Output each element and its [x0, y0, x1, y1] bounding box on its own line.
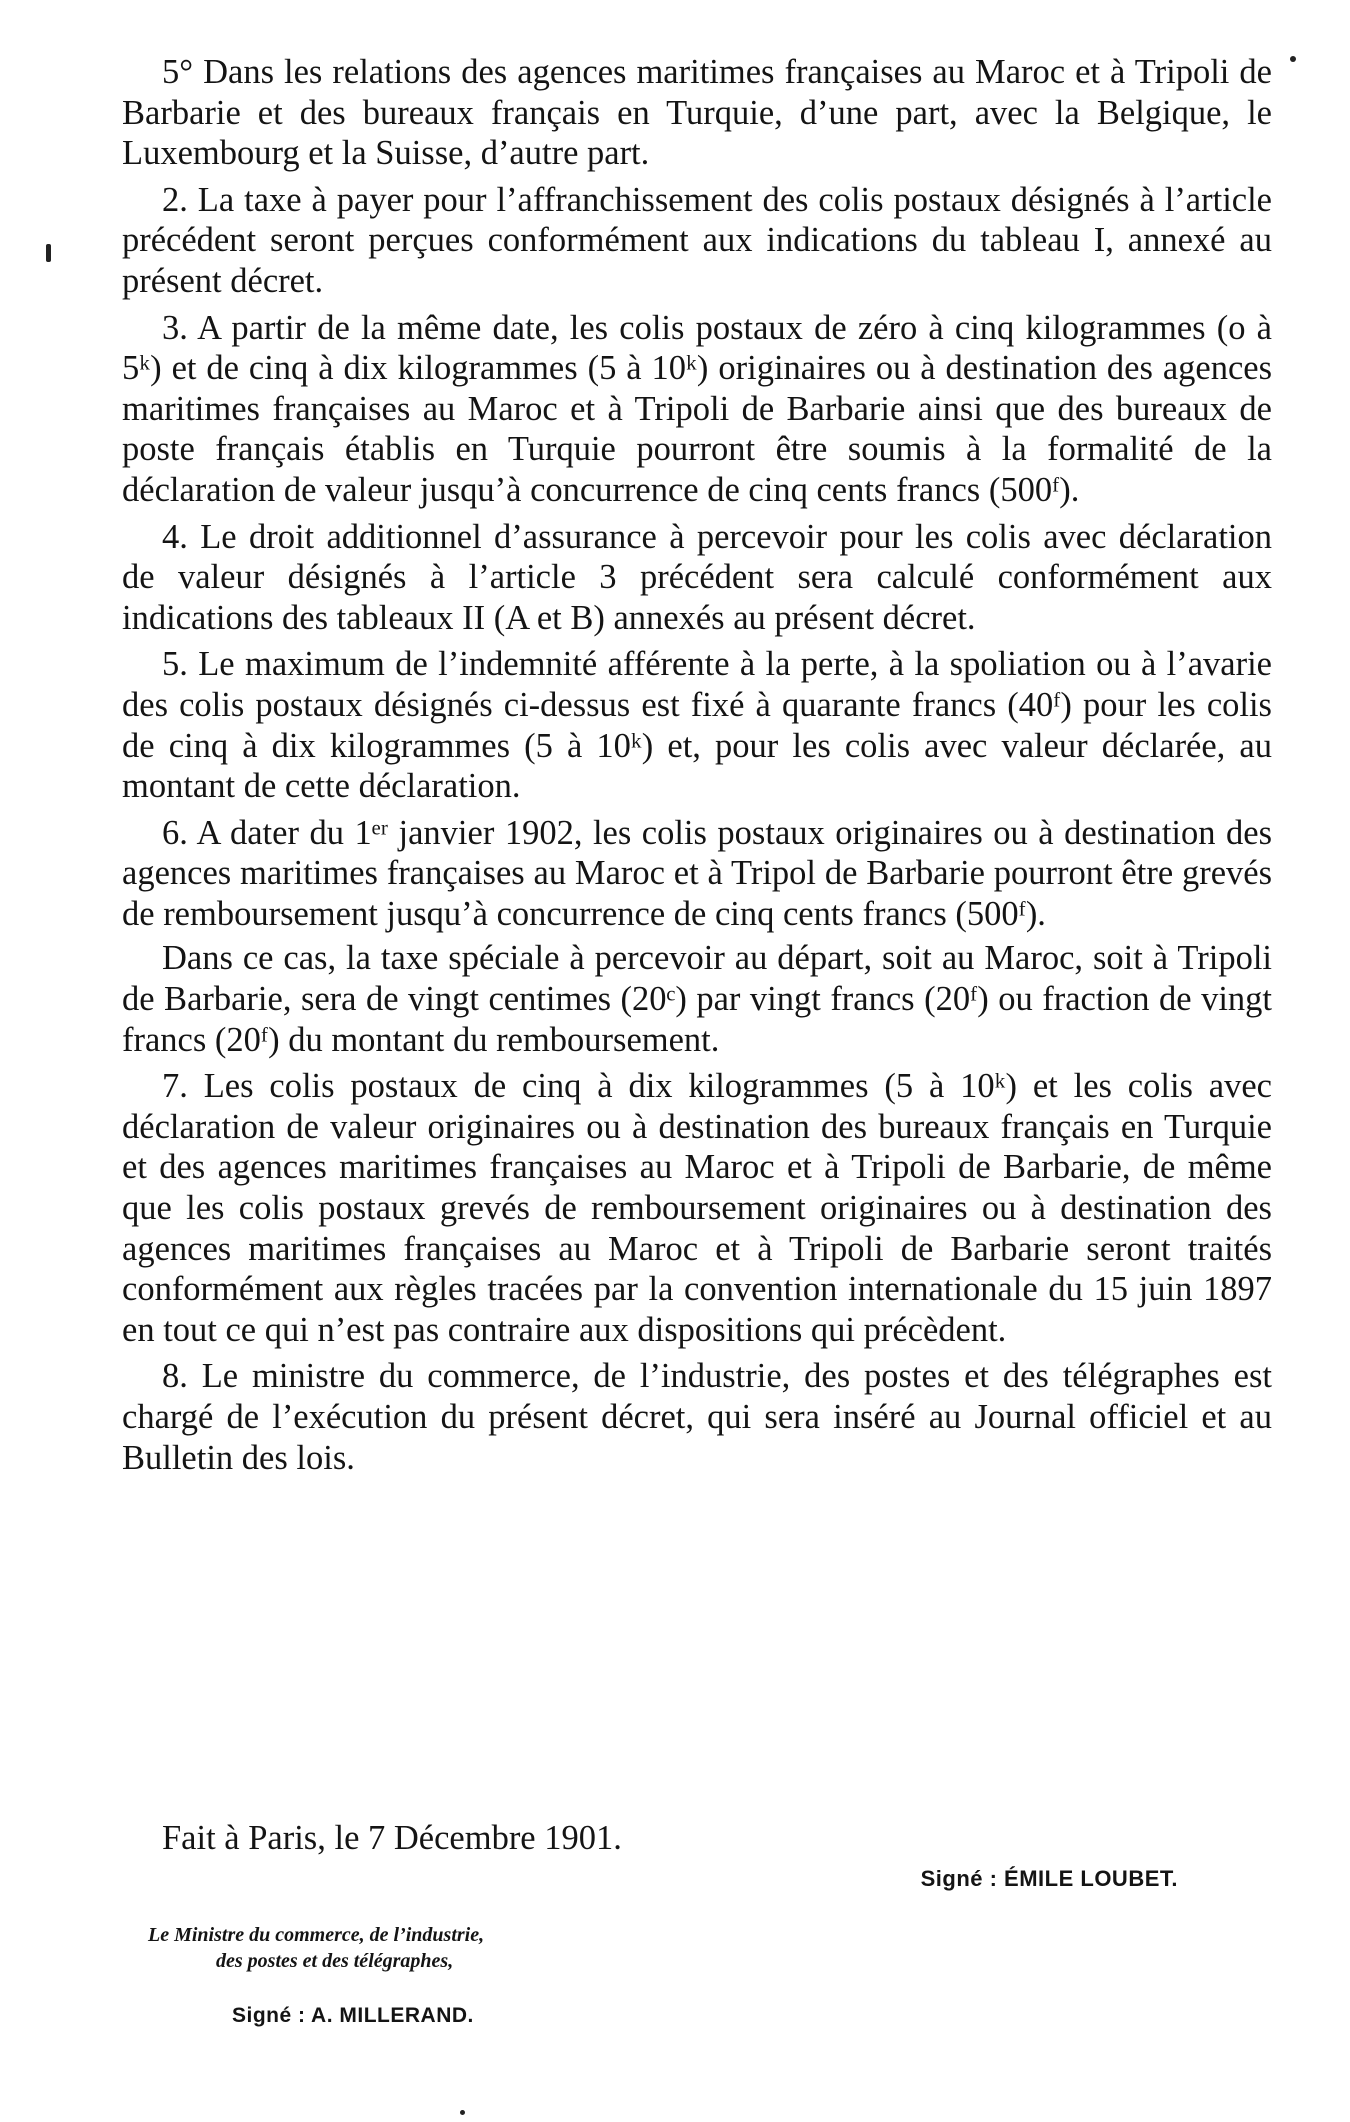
minister-title-line-2: des postes et des télégraphes, [216, 1950, 454, 1972]
scan-speck [1290, 56, 1296, 62]
paragraph-item-5: 5° Dans les relations des agences maritimes françaises au Maroc et à Tripoli de Barbarie et des bureaux français en Turquie, d’une part, avec la Belgique, le Luxembourg et la Suisse, d’autre part. [122, 53, 1272, 173]
minister-title [148, 1922, 668, 1974]
article-6: 6. A dater du 1ᵉʳ janvier 1902, les colis postaux originaires ou à destination des agences maritimes françaises au Maroc et à Tripol de Barbarie pourront être grevés de remboursement jusqu’à concurrence de cinq cents francs (500ᶠ). [122, 813, 1272, 933]
signature-president: Signé : ÉMILE LOUBET. [920, 1866, 1178, 1891]
article-7: 7. Les colis postaux de cinq à dix kilogrammes (5 à 10ᵏ) et les colis avec déclaration de valeur originaires ou à destination des bureaux français en Turquie et des agences maritimes françaises au Maroc et à Tripoli de Barbarie, de même que les colis postaux grevés de remboursement originaires ou à destination des agences maritimes françaises au Maroc et à Tripoli de Barbarie seront traités conformément aux règles tracées par la convention internationale du 15 juin 1897 en tout ce qui n’est pas contraire aux dispositions qui précèdent. [122, 1067, 1272, 1349]
article-4: 4. Le droit additionnel d’assurance à percevoir pour les colis avec déclaration de valeur désignés à l’article 3 précédent sera calculé conformément aux indications des tableaux II (A et B) annexés au présent décret. [122, 517, 1272, 637]
article-3: 3. A partir de la même date, les colis postaux de zéro à cinq kilogrammes (o à 5ᵏ) et de cinq à dix kilogrammes (5 à 10ᵏ) originaires ou à destination des agences maritimes françaises au Maroc et à Tripoli de Barbarie ainsi que des bureaux de poste français établis en Turquie pourront être soumis à la formalité de la déclaration de valeur jusqu’à concurrence de cinq cents francs (500ᶠ). [122, 308, 1272, 509]
scan-speck [46, 244, 51, 262]
article-6-continuation: Dans ce cas, la taxe spéciale à percevoir au départ, soit au Maroc, soit à Tripoli de Barbarie, sera de vingt centimes (20ᶜ) par vingt francs (20ᶠ) ou fraction de vingt francs (20ᶠ) du montant du remboursement. [122, 939, 1272, 1059]
article-5: 5. Le maximum de l’indemnité afférente à la perte, à la spoliation ou à l’avarie des colis postaux désignés ci-dessus est fixé à quarante francs (40ᶠ) pour les colis de cinq à dix kilogrammes (5 à 10ᵏ) et, pour les colis avec valeur déclarée, au montant de cette déclaration. [122, 645, 1272, 806]
article-8: 8. Le ministre du commerce, de l’industrie, des postes et des télégraphes est chargé de l’exécution du présent décret, qui sera inséré au Journal officiel et au Bulletin des lois. [122, 1357, 1272, 1477]
article-2: 2. La taxe à payer pour l’affranchissement des colis postaux désignés à l’article précédent seront perçues conformément aux indications du tableau I, annexé au présent décret. [122, 180, 1272, 300]
scan-speck [460, 2110, 465, 2115]
decree-body [122, 52, 1272, 1484]
minister-title-line-1: Le Ministre du commerce, de l’industrie, [148, 1924, 485, 1946]
closing-date-line: Fait à Paris, le 7 Décembre 1901. [162, 1819, 622, 1857]
signature-minister: Signé : A. MILLERAND. [232, 2004, 474, 2027]
